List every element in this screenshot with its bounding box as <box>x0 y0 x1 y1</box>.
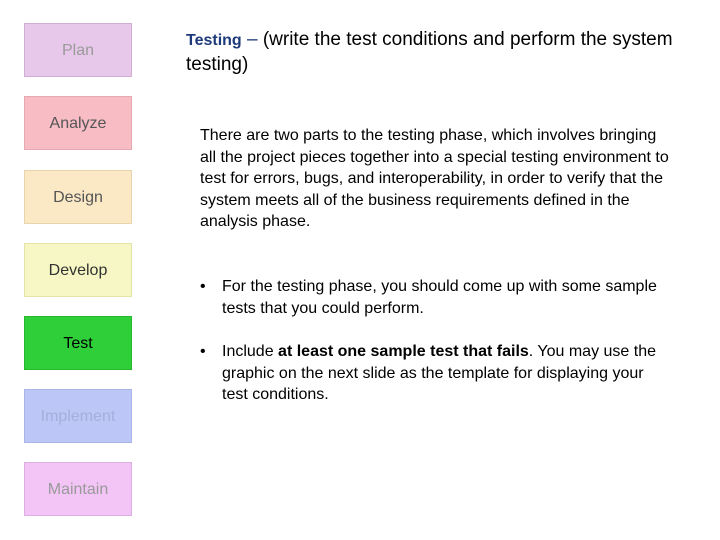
bullet-text-pre: Include <box>222 343 279 360</box>
phase-test-active[interactable]: Test <box>24 316 132 370</box>
slide-heading <box>186 28 696 77</box>
bullet-text: For the testing phase, you should come up with some sample tests that you could perform. <box>222 278 657 317</box>
bullet-text-emphasis: at least one sample test that fails <box>278 343 529 360</box>
bullet-text-post: . You may use the graphic on the next slide as the template for displaying your test conditions. <box>222 343 656 403</box>
bullet-dot: • <box>200 343 206 360</box>
phase-develop[interactable]: Develop <box>24 243 132 297</box>
phase-maintain[interactable]: Maintain <box>24 462 132 516</box>
phase-plan[interactable]: Plan <box>24 23 132 77</box>
heading-subtitle: (write the test conditions and perform the system testing) <box>186 29 673 75</box>
bullet-text <box>200 341 670 406</box>
phase-analyze[interactable]: Analyze <box>24 96 132 150</box>
bullet-dot: • <box>200 278 206 295</box>
phase-implement[interactable]: Implement <box>24 389 132 443</box>
bullet-item <box>200 276 670 319</box>
bullet-item <box>200 341 670 406</box>
intro-paragraph: There are two parts to the testing phase, which involves bringing all the project pieces together into a special testing environment to test for errors, bugs, and interoperability, in order to verify that the system meets all of the business requirements defined in the analysis phase. <box>200 127 669 230</box>
heading-dash: – <box>241 29 263 50</box>
heading-title: Testing <box>186 32 242 49</box>
phase-design[interactable]: Design <box>24 170 132 224</box>
